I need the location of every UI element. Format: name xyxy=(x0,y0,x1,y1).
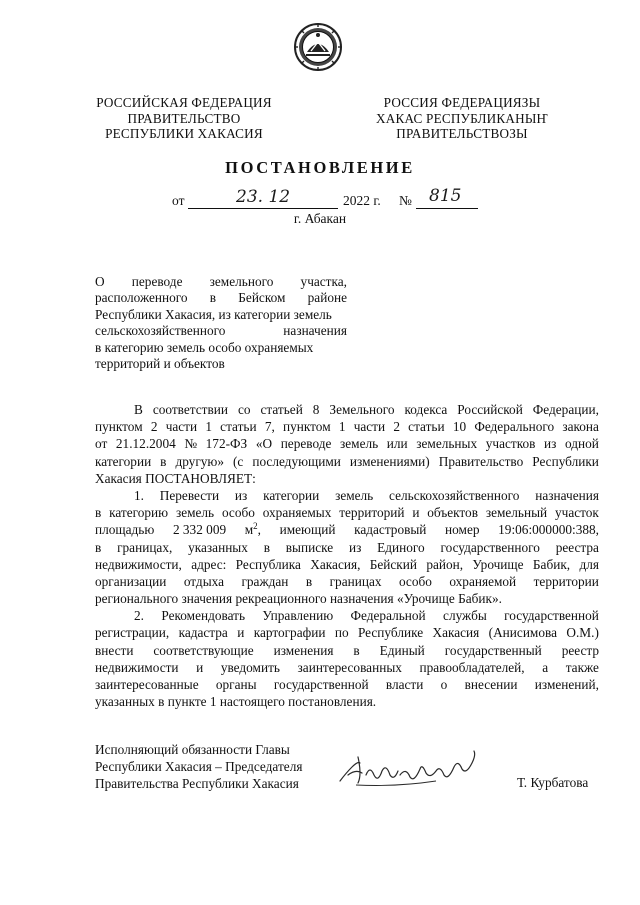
city-label: г. Абакан xyxy=(293,211,347,226)
body-word: соответствии xyxy=(152,402,228,417)
header-left-line: РЕСПУБЛИКИ ХАКАСИЯ xyxy=(105,126,263,142)
subject-word: Республики Хакасия, из категории земель xyxy=(95,306,332,322)
body-word: указанных xyxy=(188,539,248,555)
body-word: недвижимости xyxy=(95,659,179,675)
body-word: 2 xyxy=(393,419,400,435)
body-word: Хакасия xyxy=(432,625,480,641)
subject-line xyxy=(95,307,347,323)
body-word: и xyxy=(412,505,420,521)
body-word: статьи xyxy=(408,419,445,435)
body-line xyxy=(95,418,599,435)
body-word: 7, xyxy=(264,419,275,435)
body-line xyxy=(95,590,599,607)
body-word: Правительство xyxy=(438,453,524,469)
subject-line xyxy=(95,290,347,306)
body-word: 21.12.2004 xyxy=(115,436,176,452)
body-word: указанных в пункте 1 настоящего постановления. xyxy=(95,694,377,710)
body-word: земель xyxy=(175,505,215,521)
body-word: о xyxy=(440,677,448,692)
year-label: 2022 г. xyxy=(343,193,381,208)
body-word: из xyxy=(348,539,362,555)
body-word: граждан xyxy=(241,573,289,589)
body-word: 19:06:000000:388, xyxy=(498,522,599,538)
body-word: особо xyxy=(221,505,255,521)
signature-block xyxy=(95,741,302,793)
body-word: Российской xyxy=(457,402,523,417)
body-word: О.М.) xyxy=(566,625,599,641)
body-line xyxy=(95,401,599,418)
body-line xyxy=(95,693,599,710)
body-word: участок xyxy=(555,505,599,521)
body-word: заинтересованных xyxy=(297,659,402,675)
area-unit-comma: , xyxy=(257,522,261,538)
body-word: изменений, xyxy=(534,677,599,692)
body-word: Управлению xyxy=(262,608,334,624)
body-word: картографии xyxy=(253,625,326,641)
body-word: 1. xyxy=(134,487,144,503)
body-word: одной xyxy=(565,436,599,452)
body-word: из xyxy=(234,487,248,503)
body-word: службы xyxy=(443,608,487,624)
body-word: в xyxy=(95,539,102,555)
header-left-line: ПРАВИТЕЛЬСТВО xyxy=(127,110,241,126)
body-word: и xyxy=(196,659,204,675)
body-word: части xyxy=(165,419,198,435)
body-word: органы xyxy=(215,677,257,692)
signature-title-line: Правительства Республики Хакасия xyxy=(95,776,299,792)
body-word: государственной xyxy=(504,608,599,624)
subject-word: расположенного xyxy=(95,290,188,306)
body-word: земель xyxy=(335,487,374,503)
body-word: 2. xyxy=(134,608,144,624)
body-line xyxy=(95,573,599,590)
body-word: 1 xyxy=(338,419,346,435)
body-word: в xyxy=(305,573,313,589)
body-word: № xyxy=(184,436,198,452)
body-word: по xyxy=(334,625,349,641)
body-word: имеющий xyxy=(279,522,336,538)
body-line xyxy=(95,659,599,676)
body-word: охраняемой xyxy=(449,573,517,589)
body-line xyxy=(95,487,599,504)
body-word: площадью xyxy=(95,522,155,538)
body-word: сельскохозяйственного xyxy=(389,487,520,503)
body-word: (Анисимова xyxy=(488,625,558,641)
header-right-line: РОССИЯ ФЕДЕРАЦИЯЗЫ xyxy=(383,95,541,110)
subject-line xyxy=(95,340,347,356)
body-word: со xyxy=(237,402,251,417)
body-line xyxy=(95,624,599,641)
body-word: категорию xyxy=(109,505,169,521)
body-word: закона xyxy=(562,419,599,435)
body-word: Единый xyxy=(379,642,425,658)
body-word: или xyxy=(386,436,408,452)
body-word: адрес: xyxy=(191,556,227,572)
body-word: пунктом xyxy=(283,419,331,435)
body-line xyxy=(95,470,599,487)
body-word: другую» xyxy=(175,453,225,469)
body-line xyxy=(95,607,599,624)
handwritten-signature-icon xyxy=(336,745,486,791)
body-word: 2 xyxy=(150,419,158,435)
body-word: статьи xyxy=(220,419,257,435)
body-word: границах xyxy=(329,573,382,589)
body-word: последующими xyxy=(252,453,341,469)
subject-word: переводе xyxy=(131,274,183,289)
body-word: в xyxy=(160,453,167,469)
body-line xyxy=(95,539,599,556)
body-word: реестр xyxy=(561,642,599,658)
area-unit: м xyxy=(244,522,254,538)
body-word: изменениями) xyxy=(349,453,430,469)
body-word: уведомить xyxy=(220,659,280,675)
body-word: выписке xyxy=(285,539,334,555)
body-word: правообладателей, xyxy=(419,659,525,675)
body-word: соответствующие xyxy=(153,642,254,658)
body-word: кодекса xyxy=(404,402,448,417)
body-word: кадастра xyxy=(178,625,228,641)
date-number-line xyxy=(0,186,640,213)
subject-line xyxy=(95,274,347,290)
number-label: № xyxy=(399,193,412,208)
body-word: изменения xyxy=(273,642,334,658)
body-word: статьей xyxy=(260,402,303,417)
body-word: пунктом xyxy=(95,419,143,435)
body-word: 10 xyxy=(452,419,467,435)
body-word: кадастровый xyxy=(354,522,427,538)
body-word: (с xyxy=(233,453,244,469)
signature-title-line: Исполняющий обязанности Главы xyxy=(95,742,290,757)
area-unit-exponent: 2 xyxy=(253,521,258,532)
body-word: охраняемых xyxy=(262,505,332,521)
body-word: регионального значения рекреационного назначения «Урочище Бабик». xyxy=(95,591,502,607)
body-word: Федеральной xyxy=(350,608,426,624)
subject-word: участка, xyxy=(300,274,347,289)
body-word: Земельного xyxy=(329,402,395,417)
body-word: Республика xyxy=(235,556,301,572)
body-line xyxy=(95,453,599,470)
header-right-line: ПРАВИТЕЛЬСТВОЗЫ xyxy=(396,126,528,142)
body-word: Федерального xyxy=(474,419,555,435)
body-word: Урочище xyxy=(472,556,524,572)
body-word: 8 xyxy=(312,402,320,417)
number-handwritten: 815 xyxy=(429,186,462,206)
body-word: переводе xyxy=(280,436,332,452)
body-word: и xyxy=(237,625,245,641)
body-word: «О xyxy=(255,436,273,452)
body-word: отдыха xyxy=(183,573,225,589)
subject-word: в xyxy=(209,290,217,306)
body-line xyxy=(95,642,599,659)
body-word: территорий xyxy=(339,505,405,521)
date-underline xyxy=(188,208,338,209)
body-word: Бейский xyxy=(369,556,417,572)
document-body xyxy=(95,401,599,710)
document-title: ПОСТАНОВЛЕНИЕ xyxy=(225,158,415,177)
header-left-russian xyxy=(84,95,284,142)
body-word: также xyxy=(565,659,599,675)
body-line xyxy=(95,676,599,693)
body-word: организации xyxy=(95,573,167,589)
date-from-label: от xyxy=(172,193,185,208)
body-word: внесении xyxy=(464,677,518,692)
header-right-line: ХАКАС РЕСПУБЛИКАНЫҤ xyxy=(376,110,548,126)
body-word: Республики xyxy=(532,453,599,469)
body-word: Хакасия ПОСТАНОВЛЯЕТ: xyxy=(95,470,256,486)
signature-title-line: Республики Хакасия – Председателя xyxy=(95,759,303,775)
body-word: Бабик, xyxy=(532,556,571,572)
header-right-khakas xyxy=(362,95,562,142)
body-word: категории xyxy=(95,453,152,469)
header-left-line: РОССИЙСКАЯ ФЕДЕРАЦИЯ xyxy=(96,95,272,110)
body-word: Перевести xyxy=(159,487,220,503)
body-word: объектов xyxy=(427,505,478,521)
subject-line xyxy=(95,356,347,372)
body-word: в xyxy=(95,505,102,521)
subject-word: О xyxy=(95,274,105,289)
body-word: земельных xyxy=(416,436,478,452)
body-word: особо xyxy=(398,573,432,589)
coat-of-arms-emblem-icon xyxy=(293,22,343,72)
body-word: район, xyxy=(426,556,464,572)
body-line xyxy=(95,435,599,452)
body-word xyxy=(245,521,261,538)
body-word: от xyxy=(95,436,108,452)
body-word: земельный xyxy=(485,505,548,521)
body-word: из xyxy=(544,436,557,452)
body-word: государственной xyxy=(273,677,369,692)
subject-word: в категорию земель особо охраняемых xyxy=(95,339,314,355)
body-word: Федерации, xyxy=(532,402,599,417)
body-word: заинтересованные xyxy=(95,677,199,692)
body-word: в xyxy=(353,642,360,658)
body-line xyxy=(95,504,599,521)
body-word: в xyxy=(263,539,270,555)
body-word: а xyxy=(542,659,549,675)
subject-word: сельскохозяйственного xyxy=(95,323,226,339)
body-word: 1 xyxy=(205,419,212,435)
body-word: недвижимости, xyxy=(95,556,182,572)
number-underline xyxy=(416,208,478,209)
subject-word: районе xyxy=(307,290,347,306)
subject-word: территорий и объектов xyxy=(95,355,225,371)
body-word: границах, xyxy=(117,539,173,555)
body-word: категории xyxy=(263,487,320,503)
body-word: В xyxy=(134,402,143,417)
body-word: регистрации, xyxy=(95,625,170,641)
subject-line xyxy=(95,323,347,339)
signer-name: Т. Курбатова xyxy=(517,775,589,790)
body-word: Единого xyxy=(377,539,425,555)
body-line xyxy=(95,521,599,538)
body-word: для xyxy=(579,556,599,572)
body-word: 172-ФЗ xyxy=(205,436,248,452)
body-word: части xyxy=(353,419,386,435)
subject-word: Бейском xyxy=(238,290,286,306)
body-word: государственного xyxy=(440,539,540,555)
body-word: Республике xyxy=(357,625,424,641)
body-word: Рекомендовать xyxy=(161,608,246,624)
subject-word: назначения xyxy=(283,323,347,339)
body-word: 2 332 009 xyxy=(172,522,227,538)
body-word: внести xyxy=(95,642,134,658)
subject-word: земельного xyxy=(209,274,274,289)
date-handwritten: 23. 12 xyxy=(236,187,291,207)
body-word: власти xyxy=(385,677,424,692)
body-word: Хакасия, xyxy=(310,556,361,572)
body-word: номер xyxy=(445,522,480,538)
body-word: земель xyxy=(340,436,379,452)
document-subject xyxy=(95,274,347,372)
body-word: территории xyxy=(533,573,599,589)
body-word: назначения xyxy=(535,487,599,503)
body-word: участков xyxy=(485,436,536,452)
body-word: реестра xyxy=(555,539,599,555)
body-line xyxy=(95,556,599,573)
body-word: государственный xyxy=(444,642,542,658)
